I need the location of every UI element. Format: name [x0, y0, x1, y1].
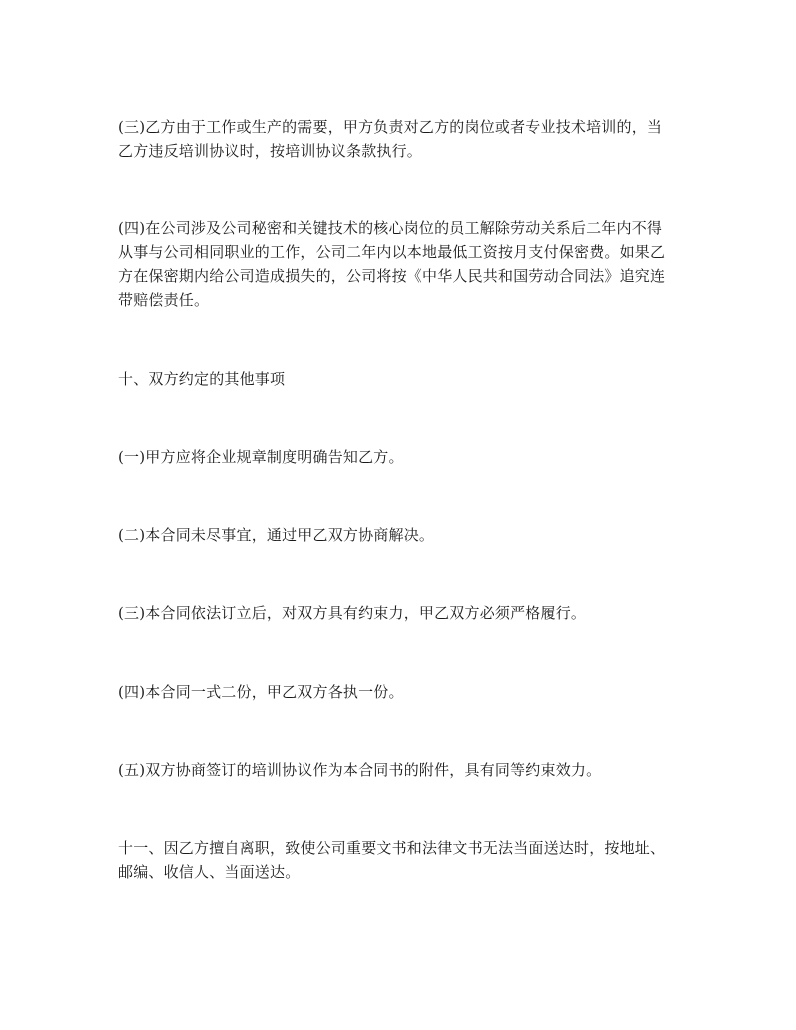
text-line: 从事与公司相同职业的工作，公司二年内以本地最低工资按月支付保密费。如果乙 — [118, 243, 666, 261]
text-line: 乙方违反培训协议时，按培训协议条款执行。 — [118, 142, 423, 160]
paragraph-training-clause — [118, 115, 686, 163]
text-line: (三)本合同依法订立后，对双方具有约束力，甲乙双方必须严格履行。 — [118, 604, 587, 622]
text-line: (二)本合同未尽事宜，通过甲乙双方协商解决。 — [118, 526, 435, 544]
paragraph-confidentiality-clause — [118, 216, 686, 312]
text-line: (三)乙方由于工作或生产的需要，甲方负责对乙方的岗位或者专业技术培训的，当 — [118, 118, 663, 136]
paragraph-item-5 — [118, 758, 686, 782]
text-line: (五)双方协商签订的培训协议作为本合同书的附件，具有同等约束效力。 — [118, 761, 602, 779]
text-line: 带赔偿责任。 — [118, 291, 210, 309]
text-line: 方在保密期内给公司造成损失的，公司将按《中华人民共和国劳动合同法》追究连 — [118, 267, 666, 285]
text-line: (一)甲方应将企业规章制度明确告知乙方。 — [118, 448, 404, 466]
paragraph-item-4 — [118, 680, 686, 704]
text-line: 十一、因乙方擅自离职，致使公司重要文书和法律文书无法当面送达时，按地址、 — [118, 839, 666, 857]
text-line: 十、双方约定的其他事项 — [118, 370, 286, 388]
text-line: (四)在公司涉及公司秘密和关键技术的核心岗位的员工解除劳动关系后二年内不得 — [118, 219, 663, 237]
section-heading-other-matters — [118, 367, 686, 391]
paragraph-item-2 — [118, 523, 686, 547]
paragraph-item-3 — [118, 601, 686, 625]
section-eleven-delivery — [118, 836, 686, 884]
paragraph-item-1 — [118, 445, 686, 469]
text-line: (四)本合同一式二份，甲乙双方各执一份。 — [118, 683, 404, 701]
text-line: 邮编、收信人、当面送达。 — [118, 863, 301, 881]
